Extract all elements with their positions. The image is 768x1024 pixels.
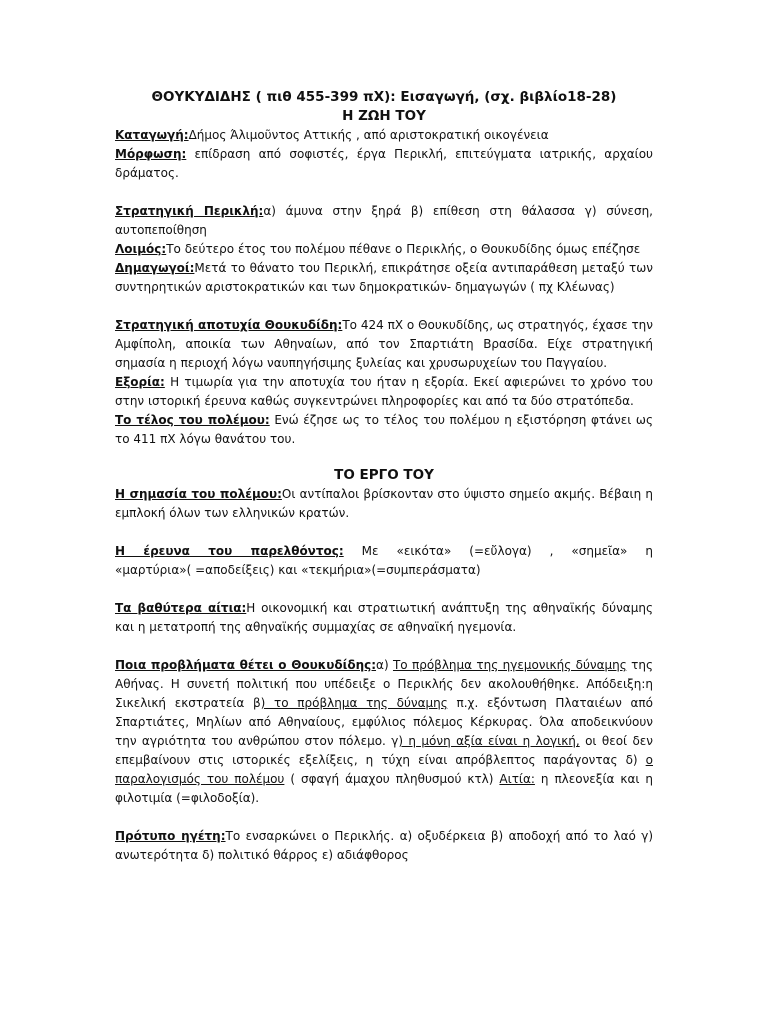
label-simasia: Η σημασία του πολέμου: <box>115 487 282 501</box>
paragraph-erevna-line2 <box>115 561 653 580</box>
text-loimos: Το δεύτερο έτος του πολέμου πέθανε ο Περικλής, ο Θουκυδίδης όμως επέζησε <box>166 242 641 256</box>
section-title-work: ΤΟ ΕΡΓΟ ΤΟΥ <box>334 467 434 483</box>
paragraph-morfosi <box>115 145 653 183</box>
text-protypo: Το ενσαρκώνει ο Περικλής. α) οξυδέρκεια β) αποδοχή από το λαό γ) ανωτερότητα δ) πολιτικό θάρρος ε) αδιάφθορος <box>115 829 653 862</box>
text-provlimata-3: π.χ. εξόντωση Πλαταιέων από Σπαρτιάτες, Μηλίων από Αθηναίους, εμφύλιος πόλεμος Κέρκυρας. Όλα αποδεικνύουν την αγριότητα του ανθρώπου στον πόλεμο. γ <box>115 696 653 748</box>
text-provlimata-5: ( σφαγή άμαχου πληθυσμού κτλ) <box>284 772 500 786</box>
paragraph-provlimata <box>115 656 653 808</box>
label-dimagogoi: Δημαγωγοί: <box>115 261 195 275</box>
label-protypo: Πρότυπο ηγέτη: <box>115 829 226 843</box>
underlined-provlimata-2: ) το πρόβλημα της δύναμης <box>260 696 448 710</box>
paragraph-telos <box>115 411 653 449</box>
label-apotyxia: Στρατηγική αποτυχία Θουκυδίδη: <box>115 318 343 332</box>
text-erevna-line1: Με «εικότα» (=εὔλογα) , «σημεῖα» η <box>343 544 653 558</box>
section-title-life: Η ΖΩΗ ΤΟΥ <box>342 108 426 124</box>
paragraph-katagogi <box>115 126 653 145</box>
text-provlimata-1: α) <box>376 658 393 672</box>
spacer <box>115 808 653 827</box>
paragraph-aitia <box>115 599 653 637</box>
text-stratigiki-perikli: α) άμυνα στην ξηρά β) επίθεση στη θάλασσα γ) σύνεση, αυτοπεποίθηση <box>115 204 653 237</box>
label-katagogi: Καταγωγή: <box>115 128 189 142</box>
label-erevna: Η έρευνα του παρελθόντος: <box>115 544 344 558</box>
document-title: ΘΟΥΚΥΔΙΔΗΣ ( πιθ 455-399 πΧ): Εισαγωγή, (σχ. βιβλίο18-28) <box>151 89 617 105</box>
paragraph-dimagogoi <box>115 259 653 297</box>
paragraph-exoria <box>115 373 653 411</box>
label-stratigiki-perikli: Στρατηγική Περικλή: <box>115 204 264 218</box>
spacer <box>115 523 653 542</box>
text-aitia: Η οικονομική και στρατιωτική ανάπτυξη της αθηναϊκής δύναμης και η μετατροπή της αθηναϊκής συμμαχίας σε αθηναϊκή ηγεμονία. <box>115 601 653 634</box>
label-telos: Το τέλος του πολέμου: <box>115 413 270 427</box>
text-provlimata-6: η πλεονεξία και η φιλοτιμία (=φιλοδοξία). <box>115 772 654 805</box>
text-erevna-line2: «μαρτύρια»( =αποδείξεις) και «τεκμήρια»(=συμπεράσματα) <box>115 563 481 577</box>
label-morfosi: Μόρφωση: <box>115 147 187 161</box>
paragraph-loimos <box>115 240 653 259</box>
underlined-provlimata-1: Το πρόβλημα της ηγεμονικής δύναμης <box>392 658 627 672</box>
label-exoria: Εξορία: <box>115 375 165 389</box>
spacer <box>115 183 653 202</box>
text-exoria: Η τιμωρία για την αποτυχία του ήταν η εξορία. Εκεί αφιερώνει το χρόνο του στην ιστορική έρευνα καθώς συγκεντρώνει πληροφορίες και από τα δύο στρατόπεδα. <box>115 375 653 408</box>
underlined-provlimata-5: Αιτία: <box>499 772 535 786</box>
text-katagogi: Δήμος Άλιμοῦντος Αττικής , από αριστοκρατική οικογένεια <box>188 128 549 142</box>
text-simasia: Οι αντίπαλοι βρίσκονταν στο ύψιστο σημείο ακμής. Βέβαιη η εμπλοκή όλων των ελληνικών κρατών. <box>115 487 654 520</box>
text-apotyxia: Το 424 πΧ ο Θουκυδίδης, ως στρατηγός, έχασε την Αμφίπολη, αποικία των Αθηναίων, από τον Σπαρτιάτη Βρασίδα. Είχε στρατηγική σημασία η περιοχή λόγω ναυπηγήσιμης ξυλείας και χρυσωρυχείων του Παγγαίου. <box>115 318 653 370</box>
text-dimagogoi: Μετά το θάνατο του Περικλή, επικράτησε οξεία αντιπαράθεση μεταξύ των συντηρητικών αριστοκρατικών και των δημοκρατικών- δημαγωγών ( πχ Κλέωνας) <box>115 261 653 294</box>
paragraph-simasia <box>115 485 653 523</box>
text-provlimata-4: οι θεοί δεν επεμβαίνουν στις ιστορικές εξελίξεις, η τύχη είναι απρόβλεπτος παράγοντας δ) <box>115 734 653 767</box>
text-morfosi: επίδραση από σοφιστές, έργα Περικλή, επιτεύγματα ιατρικής, αρχαίου δράματος. <box>115 147 653 180</box>
spacer <box>115 449 653 466</box>
spacer <box>115 637 653 656</box>
text-telos: Ενώ έζησε ως το τέλος του πολέμου η εξιστόρηση φτάνει ως το 411 πΧ λόγω θανάτου του. <box>115 413 653 446</box>
paragraph-stratigiki-perikli <box>115 202 653 240</box>
paragraph-erevna-line1 <box>115 542 653 561</box>
spacer <box>115 580 653 599</box>
label-provlimata: Ποια προβλήματα θέτει ο Θουκυδίδης: <box>115 658 377 672</box>
paragraph-apotyxia <box>115 316 653 373</box>
label-aitia: Τα βαθύτερα αίτια: <box>115 601 247 615</box>
label-loimos: Λοιμός: <box>115 242 167 256</box>
spacer <box>115 297 653 316</box>
paragraph-protypo <box>115 827 653 865</box>
underlined-provlimata-3: ) η μόνη αξία είναι η λογική, <box>398 734 580 748</box>
text-provlimata-2: της Αθήνας. Η συνετή πολιτική που υπέδειξε ο Περικλής δεν ακολουθήθηκε. Απόδειξη:η Σικελική εκστρατεία β <box>115 658 654 710</box>
underlined-provlimata-4: ο παραλογισμός του πολέμου <box>115 753 653 786</box>
